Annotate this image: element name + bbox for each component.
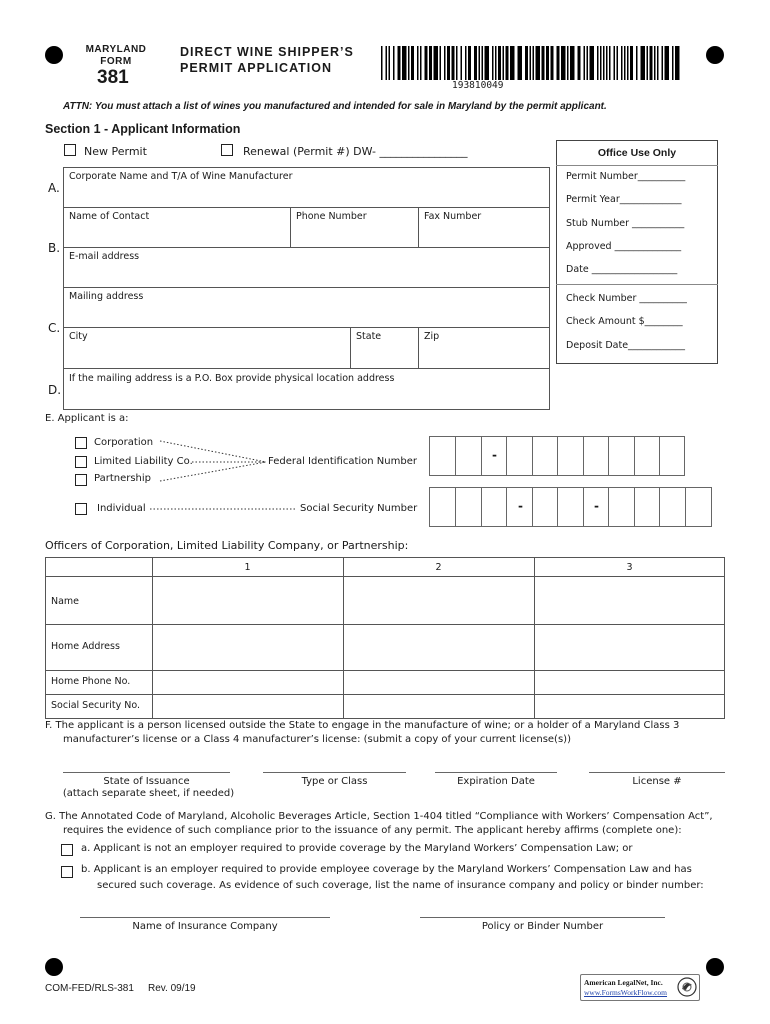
entity-leader-lines — [150, 430, 430, 510]
legalnet-url[interactable]: www.FormsWorkFlow.com — [584, 988, 668, 997]
partnership-label: Partnership — [94, 473, 152, 484]
physical-location-field[interactable]: If the mailing address is a P.O. Box provide physical location address — [69, 373, 395, 384]
registration-mark-bottom-right — [706, 958, 724, 976]
option-a-checkbox[interactable] — [61, 844, 73, 856]
officer-row-ssn: Social Security No. — [51, 700, 140, 711]
row-c-letter: C. — [48, 321, 61, 335]
office-check-amount: Check Amount $________ — [566, 316, 683, 327]
individual-label: Individual — [97, 503, 146, 514]
officer-col-2: 2 — [435, 562, 442, 573]
section1-title: Section 1 - Applicant Information — [45, 122, 241, 136]
form-title-line2: PERMIT APPLICATION — [180, 61, 333, 75]
legalnet-brand: American LegalNet, Inc. — [584, 978, 663, 987]
office-approved: Approved ______________ — [566, 241, 682, 252]
llc-label: Limited Liability Co. — [94, 456, 193, 467]
office-date: Date __________________ — [566, 264, 678, 275]
barcode — [381, 46, 681, 80]
policy-number-label: Policy or Binder Number — [481, 921, 604, 932]
row-d-letter: D. — [48, 383, 62, 397]
license-line[interactable] — [589, 772, 725, 773]
office-permit-year: Permit Year_____________ — [566, 194, 682, 205]
option-b-label-line2: secured such coverage. As evidence of such coverage, list the name of insurance company and policy or binder number: — [97, 880, 704, 891]
footer-form-id: COM-FED/RLS-381 — [45, 983, 134, 994]
legalnet-logo-icon — [677, 977, 697, 997]
footer-revision: Rev. 09/19 — [148, 983, 196, 994]
email-field[interactable]: E-mail address — [69, 251, 140, 262]
renewal-checkbox[interactable] — [221, 144, 233, 156]
new-permit-label: New Permit — [84, 145, 147, 158]
expiration-label: Expiration Date — [457, 776, 535, 787]
renewal-label: Renewal (Permit #) DW- ________________ — [243, 145, 468, 158]
option-b-checkbox[interactable] — [61, 866, 73, 878]
type-class-line[interactable] — [263, 772, 406, 773]
corporate-name-field[interactable]: Corporate Name and T/A of Wine Manufacturer — [69, 171, 293, 182]
zip-field[interactable]: Zip — [424, 331, 440, 342]
type-class-label: Type or Class — [301, 776, 368, 787]
section-f-line1: F. The applicant is a person licensed outside the State to engage in the manufacture of wine; or a holder of a Maryland Class 3 — [45, 720, 680, 731]
partnership-checkbox[interactable] — [75, 474, 87, 486]
row-b-letter: B. — [48, 241, 61, 255]
officer-row-phone: Home Phone No. — [51, 676, 131, 687]
form-word: FORM — [100, 56, 132, 67]
contact-name-field[interactable]: Name of Contact — [69, 211, 150, 222]
individual-checkbox[interactable] — [75, 503, 87, 515]
city-field[interactable]: City — [69, 331, 88, 342]
section-g-line2: requires the evidence of such compliance prior to the issuance of any permit. The applicant hereby affirms (complete one): — [63, 825, 682, 836]
option-a-label: a. Applicant is not an employer required to provide coverage by the Maryland Workers’ Compensation Law; or — [81, 843, 633, 854]
insurance-company-line[interactable] — [80, 917, 330, 918]
barcode-number: 193810049 — [452, 80, 504, 91]
office-deposit-date: Deposit Date____________ — [566, 340, 686, 351]
office-stub-number: Stub Number ___________ — [566, 218, 685, 229]
option-b-label-line1: b. Applicant is an employer required to provide employee coverage by the Maryland Workers’ Compensation Law and has — [81, 864, 692, 875]
row-a-letter: A. — [48, 181, 60, 195]
llc-checkbox[interactable] — [75, 456, 87, 468]
license-label: License # — [632, 776, 682, 787]
state-label: MARYLAND — [85, 44, 147, 55]
office-permit-number: Permit Number__________ — [566, 171, 686, 182]
state-issuance-label: State of Issuance — [103, 776, 190, 787]
mailing-address-field[interactable]: Mailing address — [69, 291, 144, 302]
fax-number-field[interactable]: Fax Number — [424, 211, 482, 222]
officer-row-name: Name — [51, 596, 80, 607]
corporation-checkbox[interactable] — [75, 437, 87, 449]
phone-number-field[interactable]: Phone Number — [296, 211, 367, 222]
attach-sheet-note: (attach separate sheet, if needed) — [62, 788, 235, 799]
office-use-title: Office Use Only — [597, 147, 677, 159]
form-title-line1: DIRECT WINE SHIPPER’S — [180, 45, 354, 59]
officer-col-3: 3 — [626, 562, 633, 573]
section-g-line1: G. The Annotated Code of Maryland, Alcoholic Beverages Article, Section 1-404 titled “Compliance with Workers’ Compensation Act”, — [45, 811, 713, 822]
officer-row-address: Home Address — [51, 641, 120, 652]
section-e-label: E. Applicant is a: — [45, 413, 129, 424]
ssn-dash-1: - — [518, 499, 523, 513]
form-number: 381 — [97, 67, 129, 88]
fein-label: Federal Identification Number — [268, 456, 417, 467]
corporation-label: Corporation — [94, 437, 154, 448]
expiration-line[interactable] — [435, 772, 557, 773]
state-issuance-line[interactable] — [63, 772, 230, 773]
fein-digit-boxes[interactable] — [429, 436, 685, 476]
section-f-line2: manufacturer’s license or a Class 4 manufacturer’s license: (submit a copy of your current license(s)) — [63, 734, 571, 745]
ssn-dash-2: - — [594, 499, 599, 513]
state-field[interactable]: State — [356, 331, 382, 342]
officers-title: Officers of Corporation, Limited Liability Company, or Partnership: — [45, 539, 409, 552]
fein-dash: - — [492, 448, 497, 462]
registration-mark-bottom-left — [45, 958, 63, 976]
insurance-company-label: Name of Insurance Company — [132, 921, 278, 932]
office-check-number: Check Number __________ — [566, 293, 687, 304]
registration-mark-top-left — [45, 46, 63, 64]
attn-notice: ATTN: You must attach a list of wines you manufactured and intended for sale in Maryland by the permit applicant. — [63, 101, 607, 112]
ssn-label: Social Security Number — [300, 503, 418, 514]
officer-col-1: 1 — [244, 562, 251, 573]
ssn-digit-boxes[interactable] — [429, 487, 712, 527]
policy-number-line[interactable] — [420, 917, 665, 918]
new-permit-checkbox[interactable] — [64, 144, 76, 156]
registration-mark-top-right — [706, 46, 724, 64]
